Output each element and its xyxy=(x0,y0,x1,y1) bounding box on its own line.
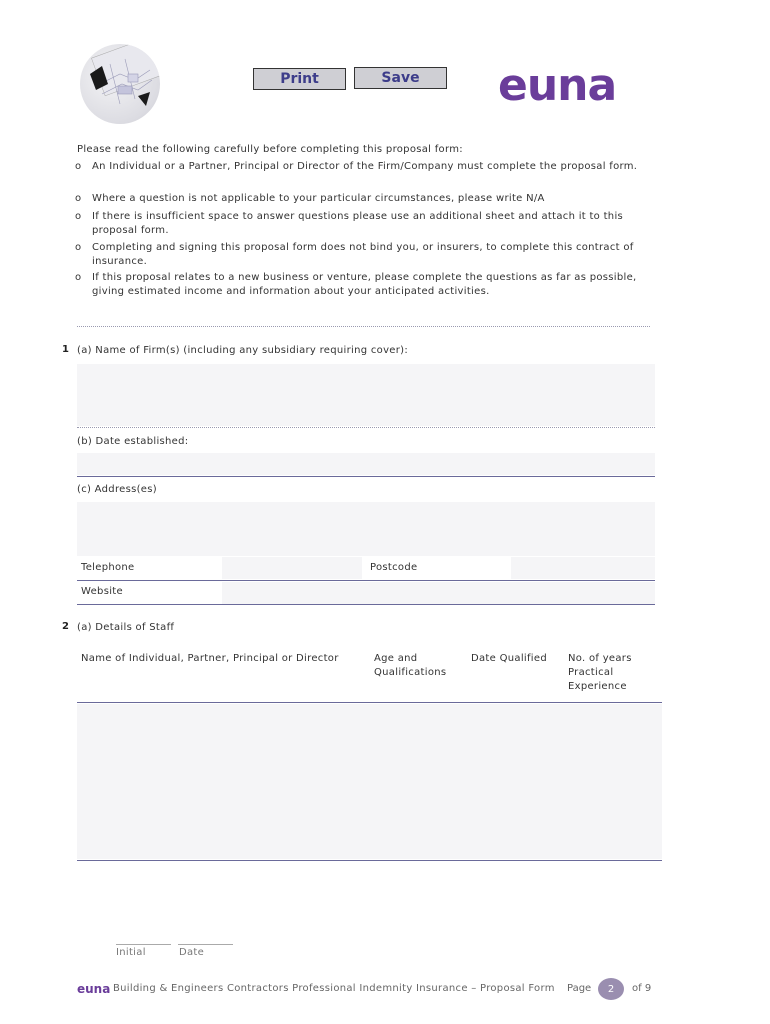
date-label: Date xyxy=(179,947,205,958)
firm-name-field[interactable] xyxy=(77,364,655,426)
website-label: Website xyxy=(81,586,123,597)
initial-label: Initial xyxy=(116,947,146,958)
telephone-label: Telephone xyxy=(81,562,135,573)
address-field[interactable] xyxy=(77,502,655,556)
brand-logo: euna xyxy=(498,60,617,111)
question-number: 2 xyxy=(62,621,69,632)
bullet-marker: o xyxy=(75,193,82,204)
bullet-marker: o xyxy=(75,211,82,222)
table-bottom-rule xyxy=(77,860,662,861)
question-number: 1 xyxy=(62,344,69,355)
intro-bullet: An Individual or a Partner, Principal or Director of the Firm/Company must complete the proposal form. xyxy=(92,161,638,172)
bullet-marker: o xyxy=(75,161,82,172)
save-button[interactable]: Save xyxy=(354,67,447,89)
print-button[interactable]: Print xyxy=(253,68,346,90)
staff-col-years: No. of years Practical Experience xyxy=(568,653,632,692)
field-underline xyxy=(77,427,655,428)
intro-bullet: Completing and signing this proposal form does not bind you, or insurers, to complete this contract of insurance. xyxy=(92,242,634,267)
page-number-badge: 2 xyxy=(598,978,624,1000)
q2a-label: (a) Details of Staff xyxy=(77,622,175,633)
intro-heading: Please read the following carefully before completing this proposal form: xyxy=(77,144,463,155)
q1b-label: (b) Date established: xyxy=(77,436,189,447)
page-label: Page xyxy=(567,983,592,994)
footer-brand-logo: euna xyxy=(77,982,111,996)
q1a-label: (a) Name of Firm(s) (including any subsidiary requiring cover): xyxy=(77,345,409,356)
staff-details-table[interactable] xyxy=(77,704,662,859)
website-field[interactable] xyxy=(222,582,655,604)
q1c-label: (c) Address(es) xyxy=(77,484,157,495)
page-total: of 9 xyxy=(632,983,652,994)
date-line xyxy=(178,944,233,945)
field-underline xyxy=(77,580,655,581)
intro-bullet: If this proposal relates to a new business or venture, please complete the questions as far as possible, giving estimated income and information about your anticipated activities. xyxy=(92,272,637,297)
footer-title: Building & Engineers Contractors Professional Indemnity Insurance – Proposal Form xyxy=(113,983,555,994)
postcode-label: Postcode xyxy=(370,562,418,573)
telephone-field[interactable] xyxy=(222,557,362,579)
field-underline xyxy=(77,604,655,605)
blueprint-icon xyxy=(80,44,160,124)
header-illustration xyxy=(80,44,160,124)
bullet-marker: o xyxy=(75,242,82,253)
field-underline xyxy=(77,476,655,477)
intro-bullet: If there is insufficient space to answer questions please use an additional sheet and attach it to this proposal form. xyxy=(92,211,624,236)
staff-col-name: Name of Individual, Partner, Principal or Director xyxy=(81,653,339,664)
initial-line xyxy=(116,944,171,945)
postcode-field[interactable] xyxy=(511,557,655,579)
bullet-marker: o xyxy=(75,272,82,283)
table-header-rule xyxy=(77,702,662,703)
section-divider xyxy=(77,326,650,327)
staff-col-age: Age and Qualifications xyxy=(374,653,447,678)
intro-bullet: Where a question is not applicable to your particular circumstances, please write N/A xyxy=(92,193,545,204)
staff-col-date: Date Qualified xyxy=(471,653,547,664)
date-established-field[interactable] xyxy=(77,453,655,475)
